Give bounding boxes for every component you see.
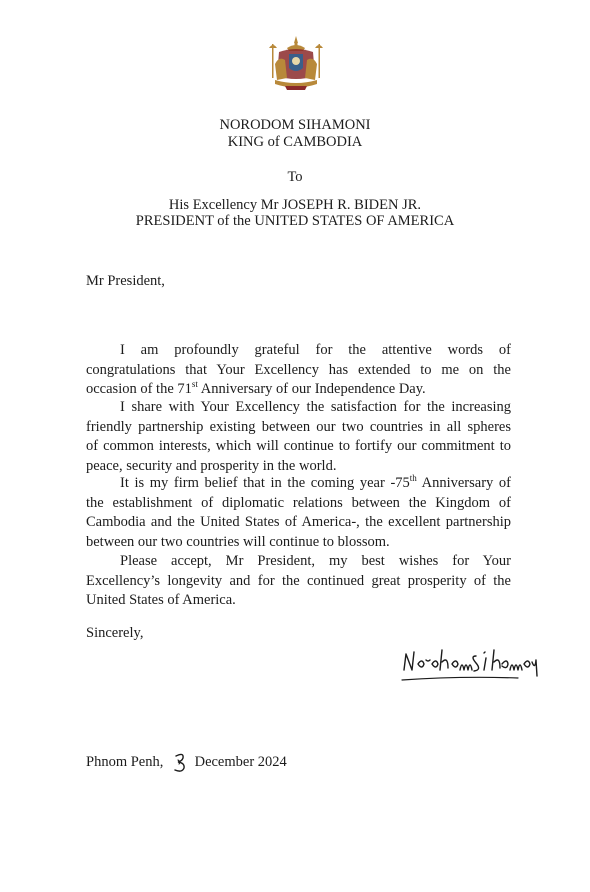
salutation: Mr President,: [86, 273, 165, 289]
paragraph-line: [86, 380, 511, 400]
closing: Sincerely,: [86, 625, 144, 641]
superscript: st: [191, 379, 198, 390]
paragraph-1: [86, 341, 511, 400]
addressee-line-2: PRESIDENT of the UNITED STATES OF AMERICA: [135, 213, 455, 229]
text-run: Anniversary of our Independence Day.: [197, 381, 426, 397]
paragraph-2: [86, 398, 511, 476]
paragraph-line: peace, security and prosperity in the world.: [86, 457, 337, 474]
addressee-to: To: [287, 169, 303, 185]
paragraph-line: friendly partnership existing between our two countries in all spheres: [86, 418, 511, 435]
paragraph-line: [86, 474, 511, 494]
paragraph-line: Please accept, Mr President, my best wishes for Your: [120, 553, 511, 569]
text-run: occasion of the 71: [86, 381, 192, 397]
paragraph-line: of common interests, which will continue to fortify our commitment to: [86, 438, 511, 454]
royal-emblem-icon: [265, 34, 327, 96]
handwritten-day-icon: [172, 752, 190, 774]
paragraph-line: United States of America.: [86, 592, 236, 608]
text-run: Anniversary of: [416, 475, 511, 491]
text-run: It is my firm belief that in the coming year -75: [120, 475, 410, 491]
sender-name: NORODOM SIHAMONI: [219, 117, 371, 133]
date-place: Phnom Penh,: [86, 754, 164, 770]
paragraph-line: congratulations that Your Excellency has extended to me on the: [86, 361, 511, 378]
addressee-line-1: His Excellency Mr JOSEPH R. BIDEN JR.: [168, 197, 422, 213]
paragraph-3: [86, 474, 511, 552]
paragraph-line: I am profoundly grateful for the attentive words of: [120, 342, 511, 358]
date-month-year: December 2024: [194, 754, 287, 770]
paragraph-line: the establishment of diplomatic relations between the Kingdom of: [86, 494, 511, 511]
paragraph-line: I share with Your Excellency the satisfaction for the increasing: [120, 399, 511, 415]
superscript: th: [409, 473, 417, 484]
paragraph-line: Excellency’s longevity and for the continued great prosperity of the: [86, 572, 511, 589]
signature-image: [400, 640, 540, 686]
sender-title: KING of CAMBODIA: [227, 134, 363, 150]
paragraph-4: [86, 552, 511, 611]
paragraph-line: Cambodia and the United States of America-, the excellent partnership: [86, 514, 511, 530]
paragraph-line: between our two countries will continue to blossom.: [86, 533, 390, 550]
